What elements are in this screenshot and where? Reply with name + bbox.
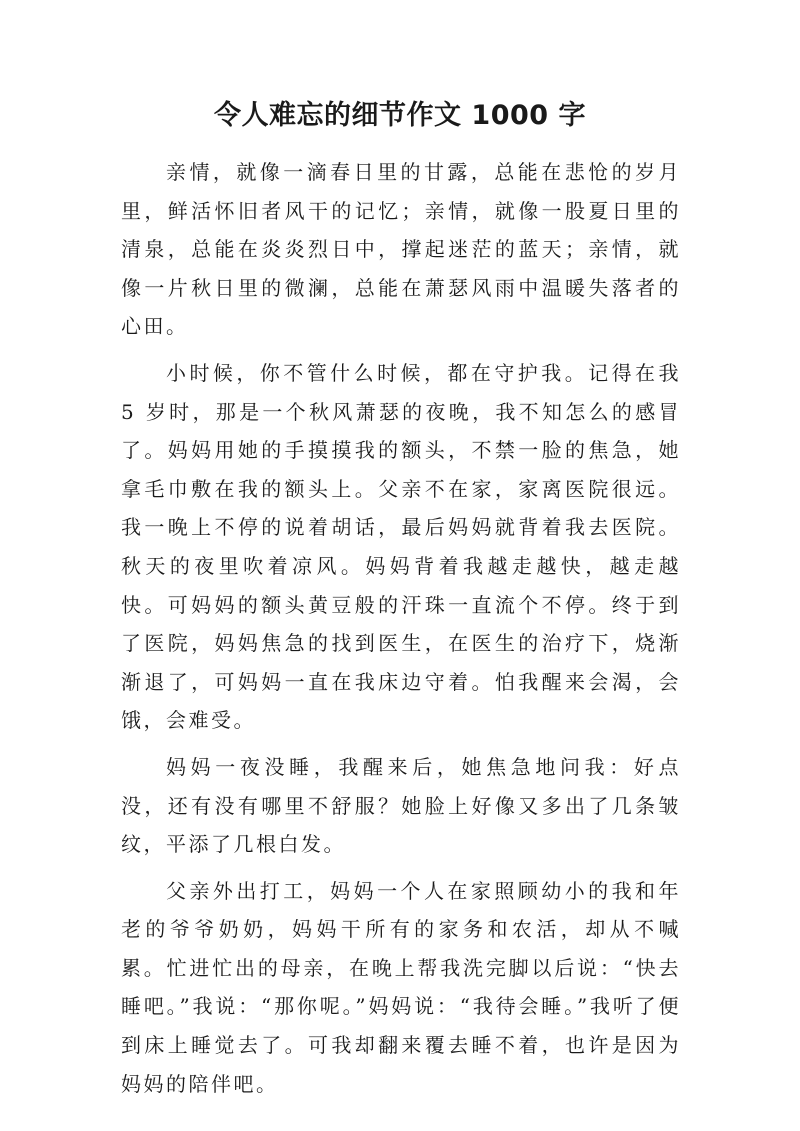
paragraph-1: 亲情，就像一滴春日里的甘露，总能在悲怆的岁月里，鲜活怀旧者风干的记忆；亲情，就像一股夏日里的清泉，总能在炎炎烈日中，撑起迷茫的蓝天；亲情，就像一片秋日里的微澜，总能在萧瑟风雨中温暖失落者的心田。: [121, 160, 681, 339]
document-title: 令人难忘的细节作文 1000 字: [214, 100, 586, 131]
paragraph-4: 父亲外出打工，妈妈一个人在家照顾幼小的我和年老的爷爷奶奶，妈妈干所有的家务和农活，却从不喊累。忙进忙出的母亲，在晚上帮我洗完脚以后说：“快去睡吧。”我说：“那你呢。”妈妈说：“我待会睡。”我听了便到床上睡觉去了。可我却翻来覆去睡不着，也许是因为妈妈的陪伴吧。: [121, 878, 681, 1096]
paragraph-2: 小时候，你不管什么时候，都在守护我。记得在我 5 岁时，那是一个秋风萧瑟的夜晚，我不知怎么的感冒了。妈妈用她的手摸摸我的额头，不禁一脸的焦急，她拿毛巾敷在我的额头上。父亲不在家，家离医院很远。我一晚上不停的说着胡话，最后妈妈就背着我去医院。秋天的夜里吹着凉风。妈妈背着我越走越快，越走越快。可妈妈的额头黄豆般的汗珠一直流个不停。终于到了医院，妈妈焦急的找到医生，在医生的治疗下，烧渐渐退了，可妈妈一直在我床边守着。怕我醒来会渴，会饿，会难受。: [121, 360, 681, 733]
document-body: [121, 153, 681, 1111]
paragraph-3: 妈妈一夜没睡，我醒来后，她焦急地问我：好点没，还有没有哪里不舒服？她脸上好像又多出了几条皱纹，平添了几根白发。: [121, 754, 681, 857]
